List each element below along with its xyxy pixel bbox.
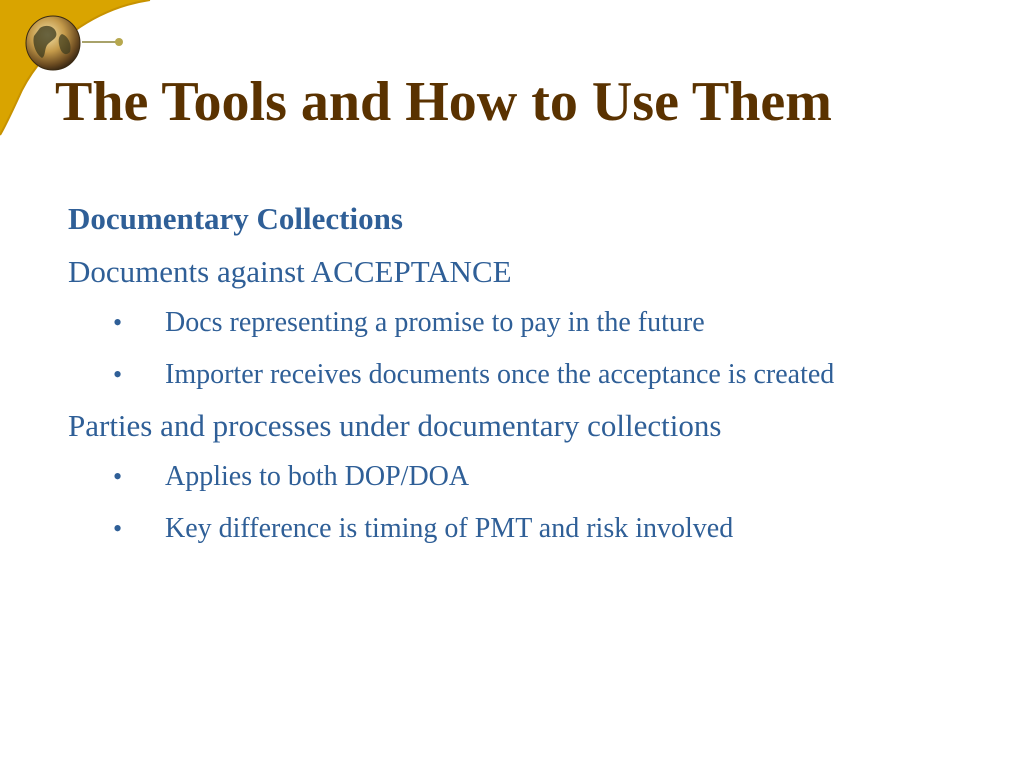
section-label-acceptance: Documents against ACCEPTANCE bbox=[68, 254, 512, 289]
bullet-glyph: • bbox=[113, 514, 123, 543]
section-label-parties: Parties and processes under documentary collections bbox=[68, 408, 722, 443]
slide-title: The Tools and How to Use Them bbox=[55, 71, 832, 133]
bullet-text: Importer receives documents once the acceptance is created bbox=[165, 359, 835, 390]
bullet-glyph: • bbox=[113, 360, 123, 389]
bullet-item bbox=[68, 454, 948, 499]
bullet-item bbox=[68, 300, 948, 345]
bullet-item bbox=[68, 506, 948, 551]
bullet-text: Key difference is timing of PMT and risk involved bbox=[165, 513, 734, 544]
section-heading: Documentary Collections bbox=[68, 201, 403, 236]
bullet-item bbox=[68, 352, 935, 397]
bullet-glyph: • bbox=[113, 462, 123, 491]
globe-icon bbox=[24, 14, 82, 72]
slide-body bbox=[68, 196, 948, 558]
bullet-text: Docs representing a promise to pay in the future bbox=[165, 307, 705, 338]
bullet-list-parties bbox=[68, 454, 948, 551]
bullet-text: Applies to both DOP/DOA bbox=[165, 461, 470, 492]
bullet-glyph: • bbox=[113, 308, 123, 337]
bullet-list-acceptance bbox=[68, 300, 948, 397]
